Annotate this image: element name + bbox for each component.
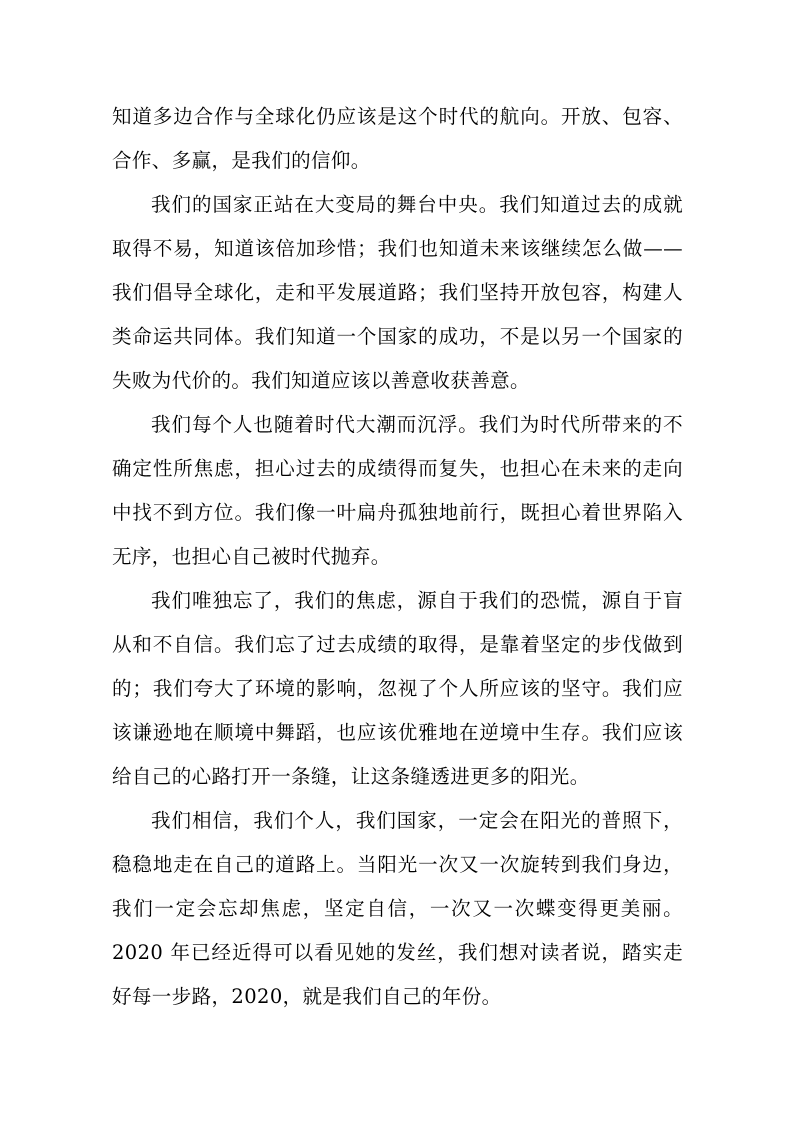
paragraph: 我们每个人也随着时代大潮而沉浮。我们为时代所带来的不确定性所焦虑，担心过去的成绩得而复失，也担心在未来的走向中找不到方位。我们像一叶扁舟孤独地前行，既担心着世界陷入无序，也担心自己被时代抛弃。 [112,413,683,568]
paragraph: 我们的国家正站在大变局的舞台中央。我们知道过去的成就取得不易，知道该倍加珍惜；我们也知道未来该继续怎么做——我们倡导全球化，走和平发展道路；我们坚持开放包容，构建人类命运共同体。我们知道一个国家的成功，不是以另一个国家的失败为代价的。我们知道应该以善意收获善意。 [112,193,683,392]
paragraph: 我们唯独忘了，我们的焦虑，源自于我们的恐慌，源自于盲从和不自信。我们忘了过去成绩的取得，是靠着坚定的步伐做到的；我们夸大了环境的影响，忽视了个人所应该的坚守。我们应该谦逊地在顺境中舞蹈，也应该优雅地在逆境中生存。我们应该给自己的心路打开一条缝，让这条缝透进更多的阳光。 [112,589,683,788]
document-body [112,95,683,1019]
paragraph: 知道多边合作与全球化仍应该是这个时代的航向。开放、包容、合作、多赢，是我们的信仰。 [112,105,683,172]
paragraph: 我们相信，我们个人，我们国家，一定会在阳光的普照下，稳稳地走在自己的道路上。当阳光一次又一次旋转到我们身边，我们一定会忘却焦虑，坚定自信，一次又一次蝶变得更美丽。2020 年已经近得可以看见她的发丝，我们想对读者说，踏实走好每一步路，2020，就是我们自己的年份。 [112,809,683,1008]
